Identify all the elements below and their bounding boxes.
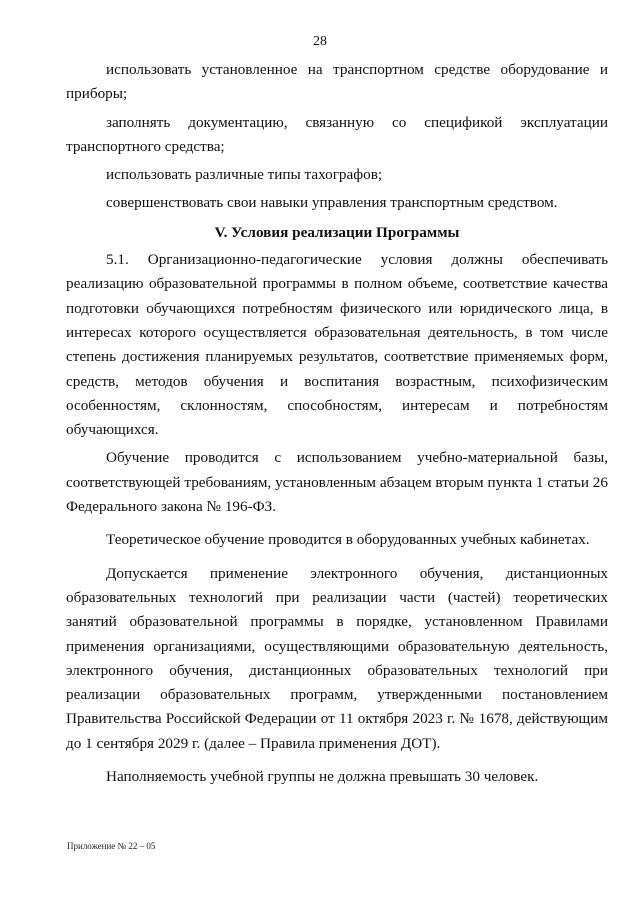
document-body	[66, 58, 608, 789]
paragraph-group-size: Наполняемость учебной группы не должна превышать 30 человек.	[106, 768, 539, 786]
page-number: 28	[313, 34, 327, 49]
paragraph-material-base: Обучение проводится с использованием учебно-материальной базы, соответствующей требованиям, установленным абзацем вторым пункта 1 статьи 26 Федерального закона № 196-ФЗ.	[66, 449, 608, 516]
section-heading: V. Условия реализации Программы	[214, 223, 460, 241]
paragraph-driving-skills: совершенствовать свои навыки управления транспортным средством.	[106, 194, 558, 212]
paragraph-theory: Теоретическое обучение проводится в оборудованных учебных кабинетах.	[106, 531, 590, 549]
paragraph-documentation: заполнять документацию, связанную со спецификой эксплуатации транспортного средства;	[66, 113, 608, 155]
paragraph-equipment: использовать установленное на транспортном средстве оборудование и приборы;	[66, 61, 608, 103]
paragraph-tachographs: использовать различные типы тахографов;	[106, 166, 383, 184]
footer-annex-label: Приложение № 22 – 05	[67, 841, 156, 851]
paragraph-distance-learning: Допускается применение электронного обучения, дистанционных образовательных технологий при реализации части (частей) теоретических занятий образовательной программы в порядке, установленном Правилами применения организациями, осуществляющими образовательную деятельность, электронного обучения, дистанционных образовательных технологий при реализации образовательных программ, утвержденными постановлением Правительства Российской Федерации от 11 октября 2023 г. № 1678, действующим до 1 сентября 2029 г. (далее – Правила применения ДОТ).	[66, 564, 608, 752]
paragraph-conditions: 5.1. Организационно-педагогические условия должны обеспечивать реализацию образовательной программы в полном объеме, соответствие качества подготовки обучающихся потребностям физического или юридического лица, в интересах которого осуществляется образовательная деятельность, в том числе степень достижения планируемых результатов, соответствие применяемых форм, средств, методов обучения и воспитания возрастным, психофизическим особенностям, склонностям, способностям, интересам и потребностям обучающихся.	[66, 251, 608, 439]
